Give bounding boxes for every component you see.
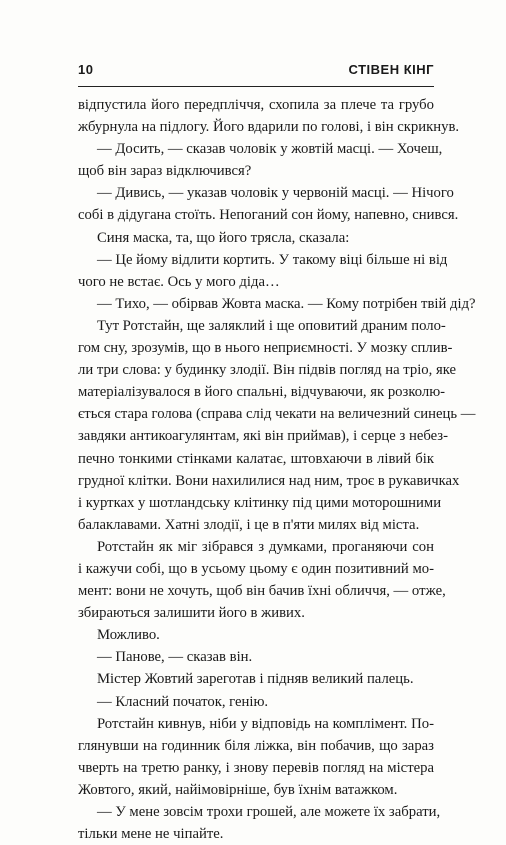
text-line: — Тихо, — обірвав Жовта маска. — Кому потрібен твій дід? [97, 295, 476, 312]
running-head-author: СТІВЕН КІНГ [348, 62, 434, 77]
text-line: печно тонкими стінками калатає, штовхаючи в лівий бік [78, 450, 434, 467]
text-line: Жовтого, який, найімовірніше, був їхнім ватажком. [78, 781, 398, 798]
text-line: грудної клітки. Вони нахилилися над ним, троє в рукавичках [78, 472, 460, 489]
text-line: — Це йому відлити кортить. У такому віці більше ні від [97, 251, 448, 268]
text-line: щоб він зараз відключився? [78, 163, 252, 180]
text-line: чого не встає. Ось у мого діда… [78, 273, 280, 290]
text-line: Можливо. [97, 627, 160, 644]
body-text [78, 94, 476, 845]
text-line: матеріалізувалося в його спальні, відчуваючи, як розколю- [78, 384, 446, 401]
text-line: Містер Жовтий зареготав і підняв великий палець. [97, 671, 414, 688]
text-line: — Класний початок, генію. [97, 693, 269, 710]
text-line: ли три слова: у будинку злодії. Він підвів погляд на тріо, яке [78, 362, 457, 379]
text-line: — У мене зовсім трохи грошей, але можете їх забрати, [97, 804, 441, 820]
header-rule [78, 86, 434, 87]
text-line: Тут Ротстайн, ще заляклий і ще оповитий драним поло- [97, 317, 446, 334]
text-line: — Панове, — сказав він. [97, 649, 253, 666]
text-line: збираються залишити його в живих. [78, 605, 305, 622]
text-line: завдяки антикоагулянтам, які він приймав), і серце з небез- [78, 428, 449, 445]
text-line: і куртках у шотландську клітинку під цими моторошними [78, 494, 442, 511]
text-line: мент: вони не хочуть, щоб він бачив їхні обличчя, — отже, [78, 583, 446, 600]
text-line: глянувши на годинник біля ліжка, він побачив, що зараз [78, 737, 434, 754]
text-line: Синя маска, та, що його трясла, сказала: [97, 229, 350, 246]
text-line: — Досить, — сказав чоловік у жовтій масці. — Хочеш, [97, 141, 443, 158]
text-line: чверть на третю ранку, і знову перевів погляд на містера [78, 759, 434, 776]
page-number: 10 [78, 62, 94, 77]
text-line: тільки мене не чіпайте. [78, 826, 224, 843]
text-line: Ротстайн як міг зібрався з думками, проганяючи сон [97, 538, 434, 555]
text-line: Ротстайн кивнув, ніби у відповідь на комплімент. По- [97, 715, 434, 732]
text-line: — Дивись, — указав чоловік у червоній масці. — Нічого [97, 185, 454, 202]
running-head [78, 62, 434, 78]
text-line: балаклавами. Хатні злодії, і це в п'яти милях від міста. [78, 516, 420, 533]
text-line: собі в дідугана стоїть. Непоганий сон йому, напевно, снився. [78, 207, 459, 224]
text-line: і кажучи собі, що в усьому цьому є один позитивний мо- [78, 560, 434, 577]
text-line: гом сну, зрозумів, що в нього неприємності. У мозку сплив- [78, 340, 453, 357]
text-line: жбурнула на підлогу. Його вдарили по голові, і він скрикнув. [78, 119, 460, 136]
text-line: відпустила його передпліччя, схопила за плече та грубо [78, 97, 434, 113]
text-line: ється стара голова (справа слід чекати на величезний синець — [78, 406, 476, 423]
